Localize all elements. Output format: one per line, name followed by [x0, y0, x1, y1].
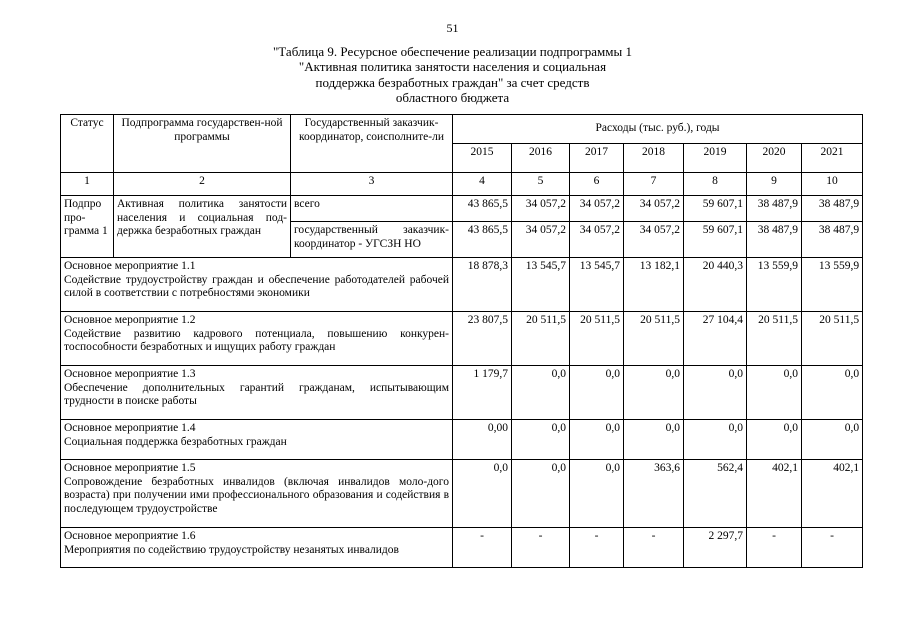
measure-title: Основное мероприятие 1.1: [64, 260, 196, 272]
column-number: 6: [570, 173, 624, 196]
value-cell: 20 511,5: [802, 312, 863, 366]
table-row: [61, 528, 863, 568]
value-cell: 0,0: [624, 420, 684, 460]
header-year: 2016: [512, 144, 570, 173]
customer-cell: всего: [291, 196, 453, 222]
measure-text: Содействие трудоустройству граждан и обеспечение работодателей рабочей силой в соответствии с потребностями экономики: [64, 273, 449, 299]
value-cell: 43 865,5: [453, 196, 512, 222]
value-cell: 562,4: [684, 460, 747, 528]
measure-text: Содействие развитию кадрового потенциала, повышению конкурен-тоспособности безработных и ищущих работу граждан: [64, 327, 449, 353]
column-number: 4: [453, 173, 512, 196]
header-status: Статус: [61, 115, 114, 173]
value-cell: -: [747, 528, 802, 568]
measure-title: Основное мероприятие 1.2: [64, 314, 196, 326]
measure-cell: [61, 312, 453, 366]
value-cell: 34 057,2: [570, 196, 624, 222]
value-cell: 20 440,3: [684, 258, 747, 312]
title-line: поддержка безработных граждан" за счет средств: [315, 74, 590, 90]
value-cell: 20 511,5: [512, 312, 570, 366]
measure-title: Основное мероприятие 1.6: [64, 530, 196, 542]
value-cell: 1 179,7: [453, 366, 512, 420]
header-year: 2019: [684, 144, 747, 173]
measure-text: Социальная поддержка безработных граждан: [64, 435, 287, 448]
value-cell: 13 182,1: [624, 258, 684, 312]
value-cell: 34 057,2: [512, 222, 570, 258]
value-cell: 0,0: [512, 460, 570, 528]
header-customer: Государственный заказчик-координатор, соисполните-ли: [291, 115, 453, 173]
value-cell: 20 511,5: [624, 312, 684, 366]
value-cell: 34 057,2: [624, 196, 684, 222]
value-cell: 13 559,9: [747, 258, 802, 312]
value-cell: -: [570, 528, 624, 568]
value-cell: 0,00: [453, 420, 512, 460]
value-cell: 23 807,5: [453, 312, 512, 366]
value-cell: 18 878,3: [453, 258, 512, 312]
header-year: 2017: [570, 144, 624, 173]
value-cell: 363,6: [624, 460, 684, 528]
table-row: [61, 420, 863, 460]
value-cell: 43 865,5: [453, 222, 512, 258]
column-number: 2: [114, 173, 291, 196]
value-cell: 0,0: [512, 420, 570, 460]
measure-cell: [61, 366, 453, 420]
measure-title: Основное мероприятие 1.4: [64, 422, 196, 434]
value-cell: 38 487,9: [747, 222, 802, 258]
column-number: 7: [624, 173, 684, 196]
value-cell: -: [624, 528, 684, 568]
table-row: [61, 366, 863, 420]
value-cell: 0,0: [512, 366, 570, 420]
header-row: [61, 115, 863, 144]
measure-text: Мероприятия по содействию трудоустройству незанятых инвалидов: [64, 543, 399, 556]
column-number: 5: [512, 173, 570, 196]
value-cell: -: [512, 528, 570, 568]
subprogram-status: Подпро про-грамма 1: [61, 196, 114, 258]
value-cell: 20 511,5: [747, 312, 802, 366]
header-year: 2021: [802, 144, 863, 173]
column-number: 8: [684, 173, 747, 196]
measure-cell: [61, 258, 453, 312]
page-number: 51: [446, 21, 459, 35]
value-cell: 13 545,7: [512, 258, 570, 312]
header-year: 2020: [747, 144, 802, 173]
measure-text: Сопровождение безработных инвалидов (включая инвалидов моло-дого возраста) при получении ими профессионального образования и содействия в последующем трудоустройстве: [64, 475, 449, 515]
value-cell: 402,1: [802, 460, 863, 528]
value-cell: 0,0: [570, 366, 624, 420]
table-row: [61, 258, 863, 312]
measure-cell: [61, 460, 453, 528]
header-subprogram: Подпрограмма государствен-ной программы: [114, 115, 291, 173]
value-cell: 0,0: [570, 460, 624, 528]
table-row: [61, 460, 863, 528]
header-year: 2018: [624, 144, 684, 173]
title-line: областного бюджета: [395, 89, 510, 105]
value-cell: 13 559,9: [802, 258, 863, 312]
value-cell: 34 057,2: [624, 222, 684, 258]
measure-title: Основное мероприятие 1.5: [64, 462, 196, 474]
value-cell: 13 545,7: [570, 258, 624, 312]
header-year: 2015: [453, 144, 512, 173]
value-cell: 59 607,1: [684, 196, 747, 222]
value-cell: 0,0: [453, 460, 512, 528]
measure-text: Обеспечение дополнительных гарантий гражданам, испытывающим трудности в поиске работы: [64, 381, 449, 407]
header-expenses: Расходы (тыс. руб.), годы: [453, 115, 863, 144]
column-number-row: [61, 173, 863, 196]
column-number: 10: [802, 173, 863, 196]
value-cell: 0,0: [747, 420, 802, 460]
value-cell: 402,1: [747, 460, 802, 528]
value-cell: 34 057,2: [512, 196, 570, 222]
value-cell: 2 297,7: [684, 528, 747, 568]
value-cell: 38 487,9: [802, 196, 863, 222]
value-cell: 0,0: [684, 366, 747, 420]
value-cell: -: [453, 528, 512, 568]
customer-cell: государственный заказчик-координатор - УГСЗН НО: [291, 222, 453, 258]
value-cell: 38 487,9: [802, 222, 863, 258]
value-cell: 34 057,2: [570, 222, 624, 258]
value-cell: 59 607,1: [684, 222, 747, 258]
measure-title: Основное мероприятие 1.3: [64, 368, 196, 380]
value-cell: 0,0: [747, 366, 802, 420]
title-line: "Таблица 9. Ресурсное обеспечение реализации подпрограммы 1: [273, 44, 632, 59]
value-cell: 38 487,9: [747, 196, 802, 222]
table-row: [61, 312, 863, 366]
column-number: 3: [291, 173, 453, 196]
value-cell: 20 511,5: [570, 312, 624, 366]
table-row: [61, 196, 863, 222]
column-number: 1: [61, 173, 114, 196]
table-title: [0, 44, 905, 105]
value-cell: -: [802, 528, 863, 568]
value-cell: 0,0: [802, 366, 863, 420]
title-line: "Активная политика занятости населения и социальная: [298, 59, 607, 75]
value-cell: 27 104,4: [684, 312, 747, 366]
value-cell: 0,0: [802, 420, 863, 460]
column-number: 9: [747, 173, 802, 196]
subprogram-name: Активная политика занятости населения и социальная под-держка безработных граждан: [114, 196, 291, 258]
value-cell: 0,0: [684, 420, 747, 460]
value-cell: 0,0: [624, 366, 684, 420]
measure-cell: [61, 420, 453, 460]
measure-cell: [61, 528, 453, 568]
resource-table: [60, 114, 863, 568]
value-cell: 0,0: [570, 420, 624, 460]
